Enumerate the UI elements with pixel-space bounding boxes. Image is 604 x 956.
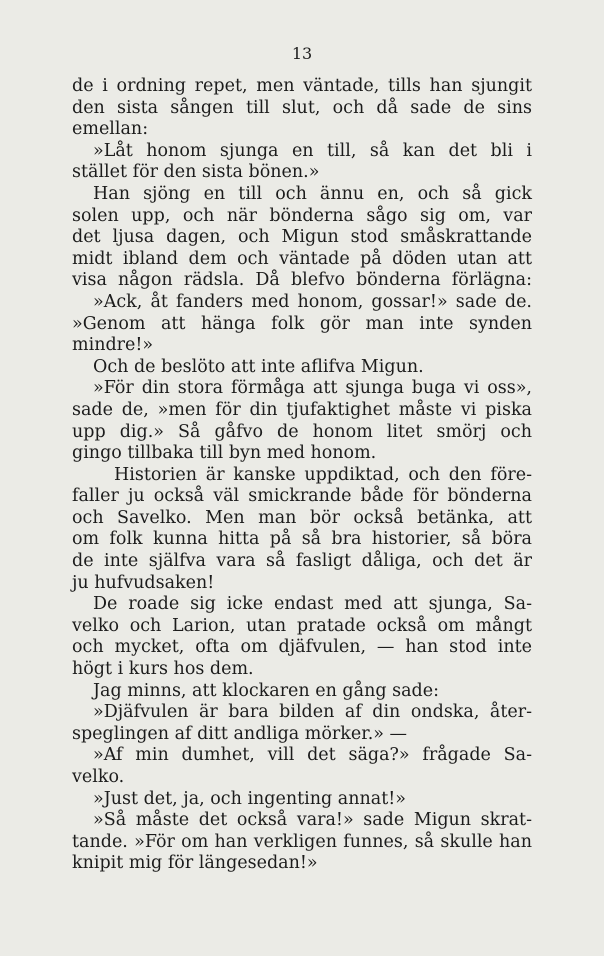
text-line: velko och Larion, utan pratade också om mångt xyxy=(72,615,532,636)
text-line: visa någon rädsla. Då blefvo bönderna förlägna: xyxy=(72,270,532,291)
text-line: det ljusa dagen, och Migun stod småskrattande xyxy=(72,227,532,248)
text-line: De roade sig icke endast med att sjunga, Sa- xyxy=(93,594,532,615)
text-line: speglingen af ditt andliga mörker.» — xyxy=(72,723,408,744)
text-line: midt ibland dem och väntade på döden utan att xyxy=(72,248,532,269)
text-line: ju hufvudsaken! xyxy=(72,572,215,593)
text-line: sade de, »men för din tjufaktighet måste vi piska xyxy=(72,399,532,420)
text-line: och Savelko. Men man bör också betänka, att xyxy=(72,507,532,528)
text-line: om folk kunna hitta på så bra historier, så böra xyxy=(72,529,532,550)
text-line: »För din stora förmåga att sjunga buga vi oss», xyxy=(93,378,532,399)
text-line: »Ack, åt fanders med honom, gossar!» sade de. xyxy=(93,291,532,312)
text-line: de i ordning repet, men väntade, tills han sjungit xyxy=(72,76,532,96)
text-line: knipit mig för längesedan!» xyxy=(72,853,318,874)
text-line: den sista sången till slut, och då sade de sins xyxy=(72,97,532,118)
text-line: »Just det, ja, och ingenting annat!» xyxy=(93,788,406,809)
text-line: tande. »För om han verkligen funnes, så skulle han xyxy=(72,831,532,852)
text-line: faller ju också väl smickrande både för bönderna xyxy=(72,486,532,507)
text-line: »Djäfvulen är bara bilden af din ondska, åter- xyxy=(93,702,532,723)
body-text xyxy=(72,76,532,875)
text-line: »Genom att hänga folk gör man inte synden xyxy=(72,313,532,334)
text-line: Han sjöng en till och ännu en, och så gick xyxy=(93,183,532,204)
text-line: solen upp, och när bönderna sågo sig om, var xyxy=(72,205,532,226)
text-line: »Af min dumhet, vill det säga?» frågade Sa- xyxy=(93,745,532,766)
text-line: mindre!» xyxy=(72,335,154,356)
text-line: gingo tillbaka till byn med honom. xyxy=(72,443,377,464)
text-line: »Låt honom sjunga en till, så kan det bli i xyxy=(93,140,532,161)
text-line: stället för den sista bönen.» xyxy=(72,162,320,183)
text-line: »Så måste det också vara!» sade Migun skrat- xyxy=(93,810,532,831)
text-line: Och de beslöto att inte aflifva Migun. xyxy=(93,356,424,377)
text-line: velko. xyxy=(72,767,125,787)
text-line: emellan: xyxy=(72,119,149,140)
page-number: 13 xyxy=(291,44,313,63)
text-line: Jag minns, att klockaren en gång sade: xyxy=(93,680,439,701)
text-line: de inte själfva vara så fasligt dåliga, och det är xyxy=(72,551,532,572)
text-line: upp dig.» Så gåfvo de honom litet smörj och xyxy=(72,421,532,442)
text-line: Historien är kanske uppdiktad, och den före- xyxy=(114,464,532,485)
text-line: och mycket, ofta om djäfvulen, — han stod inte xyxy=(72,637,532,658)
text-line: högt i kurs hos dem. xyxy=(72,659,254,680)
